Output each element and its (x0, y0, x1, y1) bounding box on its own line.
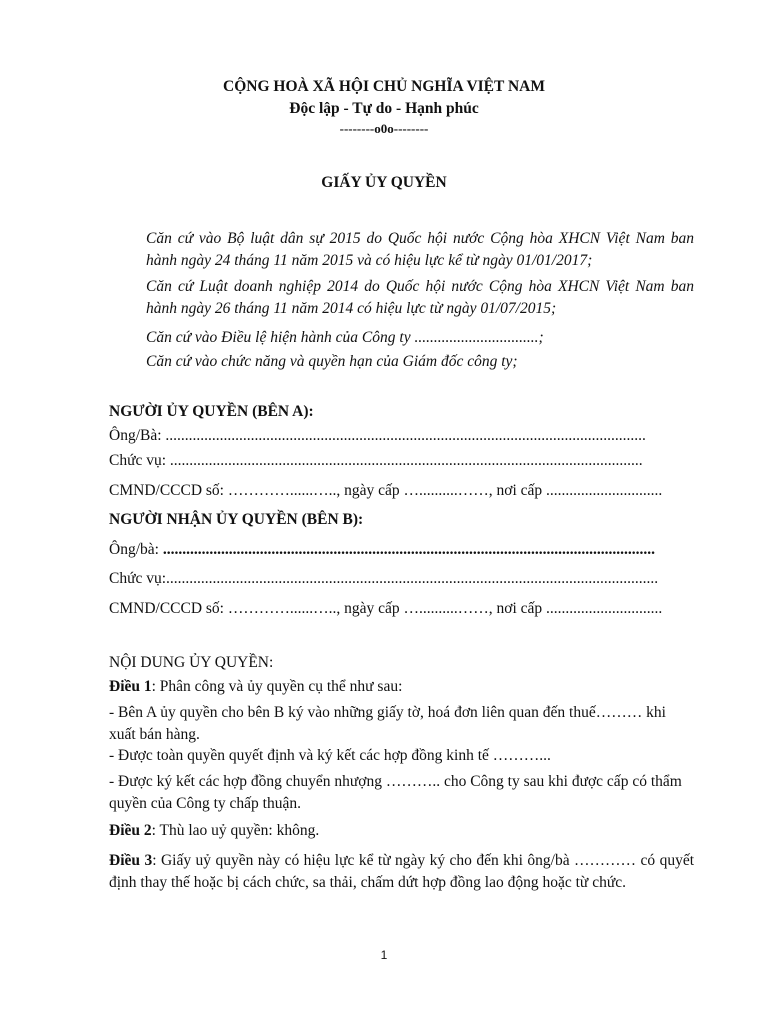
national-title: CỘNG HOÀ XÃ HỘI CHỦ NGHĨA VIỆT NAM (223, 78, 545, 95)
party-b-heading: NGƯỜI NHẬN ỦY QUYỀN (BÊN B): (109, 511, 364, 528)
article-3 (109, 850, 694, 894)
article-3-label: Điều 3 (109, 852, 153, 869)
preamble-paragraph-2: Căn cứ Luật doanh nghiệp 2014 do Quốc hội nước Cộng hòa XHCN Việt Nam ban hành ngày 26 tháng 11 năm 2014 có hiệu lực từ ngày 01/07/2015; (146, 278, 694, 317)
article-1-label: Điều 1 (109, 678, 152, 695)
article-3-text: : Giấy uỷ quyền này có hiệu lực kể từ ngày ký cho đến khi ông/bà ………… có quyết định thay thế hoặc bị cách chức, sa thải, chấm dứt hợp đồng lao động hoặc từ chức. (109, 852, 695, 891)
preamble-paragraph-3: Căn cứ vào Điều lệ hiện hành của Công ty ................................; (146, 329, 544, 346)
party-b-name-label: Ông/bà: (109, 541, 163, 558)
article-1-text: : Phân công và ủy quyền cụ thể như sau: (151, 678, 403, 695)
party-b-name-dots: ............................................................................................................................... (162, 541, 655, 558)
preamble-paragraph-1: Căn cứ vào Bộ luật dân sự 2015 do Quốc hội nước Cộng hòa XHCN Việt Nam ban hành ngày 24 tháng 11 năm 2015 và có hiệu lực kể từ ngày 01/01/2017; (146, 230, 694, 269)
party-a-position-line: Chức vụ: .......................................................................................................................... (109, 452, 643, 469)
article-2-text: : Thù lao uỷ quyền: không. (151, 822, 320, 839)
article-1 (109, 678, 402, 696)
party-a-name-line: Ông/Bà: ............................................................................................................................ (109, 427, 646, 444)
article-2 (109, 822, 319, 840)
preamble-paragraph-4: Căn cứ vào chức năng và quyền hạn của Giám đốc công ty; (146, 353, 518, 370)
article-1-item-3: - Được ký kết các hợp đồng chuyển nhượng ……….. cho Công ty sau khi được cấp có thẩm quyền của Công ty chấp thuận. (109, 773, 682, 812)
document-title: GIẤY ỦY QUYỀN (321, 174, 447, 191)
article-2-label: Điều 2 (109, 822, 152, 839)
party-b-id-line: CMND/CCCD số: …………......….., ngày cấp …..........……, nơi cấp .............................. (109, 600, 663, 617)
party-a-id-line: CMND/CCCD số: …………......….., ngày cấp …..........……, nơi cấp .............................. (109, 482, 663, 499)
party-a-heading: NGƯỜI ỦY QUYỀN (BÊN A): (109, 403, 314, 420)
page-number: 1 (380, 948, 388, 962)
party-b-position-line: Chức vụ:............................................................................................................................... (109, 570, 659, 587)
motto: Độc lập - Tự do - Hạnh phúc (289, 100, 479, 117)
article-1-item-2: - Được toàn quyền quyết định và ký kết các hợp đồng kinh tế ………... (109, 747, 551, 764)
content-heading: NỘI DUNG ỦY QUYỀN: (109, 654, 274, 671)
party-b-name-line (109, 541, 655, 559)
article-1-item-1: - Bên A ủy quyền cho bên B ký vào những giấy tờ, hoá đơn liên quan đến thuế……… khi xuất bán hàng. (109, 704, 666, 743)
separator: --------o0o-------- (339, 121, 429, 136)
